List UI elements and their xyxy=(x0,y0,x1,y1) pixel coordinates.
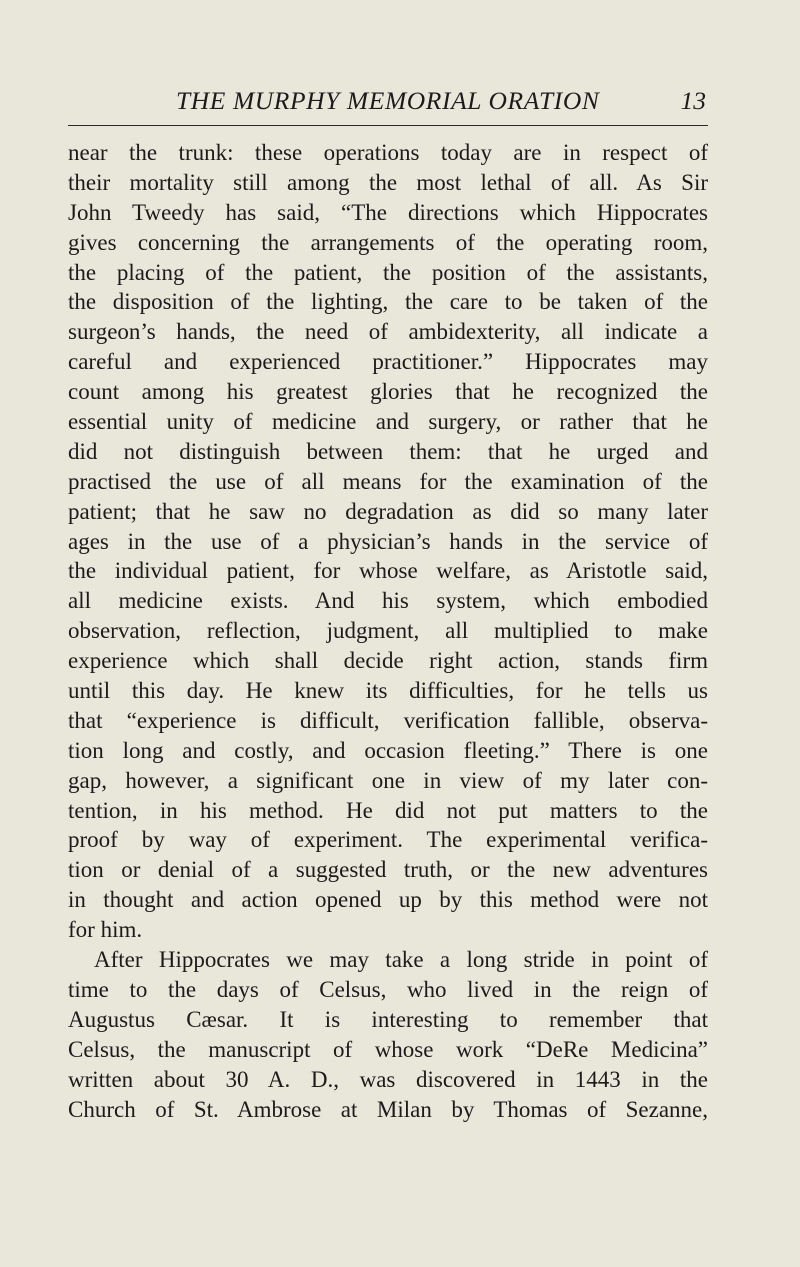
text-line: experience which shall decide right action, stands firm xyxy=(68,648,708,674)
text-line: the placing of the patient, the position of the assistants, xyxy=(68,259,708,285)
text-line: in thought and action opened up by this method were not xyxy=(68,887,708,913)
text-line: gap, however, a significant one in view of my later con- xyxy=(68,767,708,793)
text-line: tion or denial of a suggested truth, or the new adventures xyxy=(68,857,708,883)
text-line: Augustus Cæsar. It is interesting to remember that xyxy=(68,1006,708,1032)
page-number: 13 xyxy=(680,86,706,115)
text-line: surgeon’s hands, the need of ambidexterity, all indicate a xyxy=(68,319,708,345)
text-line: tention, in his method. He did not put matters to the xyxy=(68,797,708,823)
text-line: the disposition of the lighting, the care to be taken of the xyxy=(68,289,708,315)
paragraph-end-line: for him. xyxy=(68,917,143,943)
text-line: tion long and costly, and occasion fleeting.” There is one xyxy=(68,737,708,763)
text-line: their mortality still among the most lethal of all. As Sir xyxy=(68,169,708,195)
header-rule xyxy=(68,125,708,126)
text-line: Church of St. Ambrose at Milan by Thomas of Sezanne, xyxy=(68,1096,708,1122)
text-line: careful and experienced practitioner.” Hippocrates may xyxy=(68,349,708,375)
text-line: count among his greatest glories that he recognized the xyxy=(68,379,708,405)
text-line: ages in the use of a physician’s hands in the service of xyxy=(68,528,708,554)
text-line: gives concerning the arrangements of the operating room, xyxy=(68,229,708,255)
text-line: patient; that he saw no degradation as did so many later xyxy=(68,498,708,524)
text-line: observation, reflection, judgment, all multiplied to make xyxy=(68,618,708,644)
paragraph-start-line: After Hippocrates we may take a long stride in point of xyxy=(94,947,708,973)
running-head xyxy=(68,86,708,116)
text-line: Celsus, the manuscript of whose work “DeRe Medicina” xyxy=(68,1036,708,1062)
text-line: John Tweedy has said, “The directions which Hippocrates xyxy=(68,199,708,225)
body-text xyxy=(68,138,708,1124)
text-line: did not distinguish between them: that he urged and xyxy=(68,438,708,464)
text-line: time to the days of Celsus, who lived in the reign of xyxy=(68,976,708,1002)
text-line: near the trunk: these operations today are in respect of xyxy=(68,140,708,165)
text-line: that “experience is difficult, verification fallible, observa- xyxy=(68,707,708,733)
text-line: essential unity of medicine and surgery, or rather that he xyxy=(68,409,708,435)
text-line: the individual patient, for whose welfare, as Aristotle said, xyxy=(68,558,708,584)
text-line: written about 30 A. D., was discovered in 1443 in the xyxy=(68,1066,708,1092)
text-line: proof by way of experiment. The experimental verifica- xyxy=(68,827,708,853)
text-line: all medicine exists. And his system, which embodied xyxy=(68,588,708,614)
text-line: until this day. He knew its difficulties, for he tells us xyxy=(68,678,708,704)
running-title: THE MURPHY MEMORIAL ORATION xyxy=(176,86,600,115)
text-line: practised the use of all means for the examination of the xyxy=(68,468,708,494)
